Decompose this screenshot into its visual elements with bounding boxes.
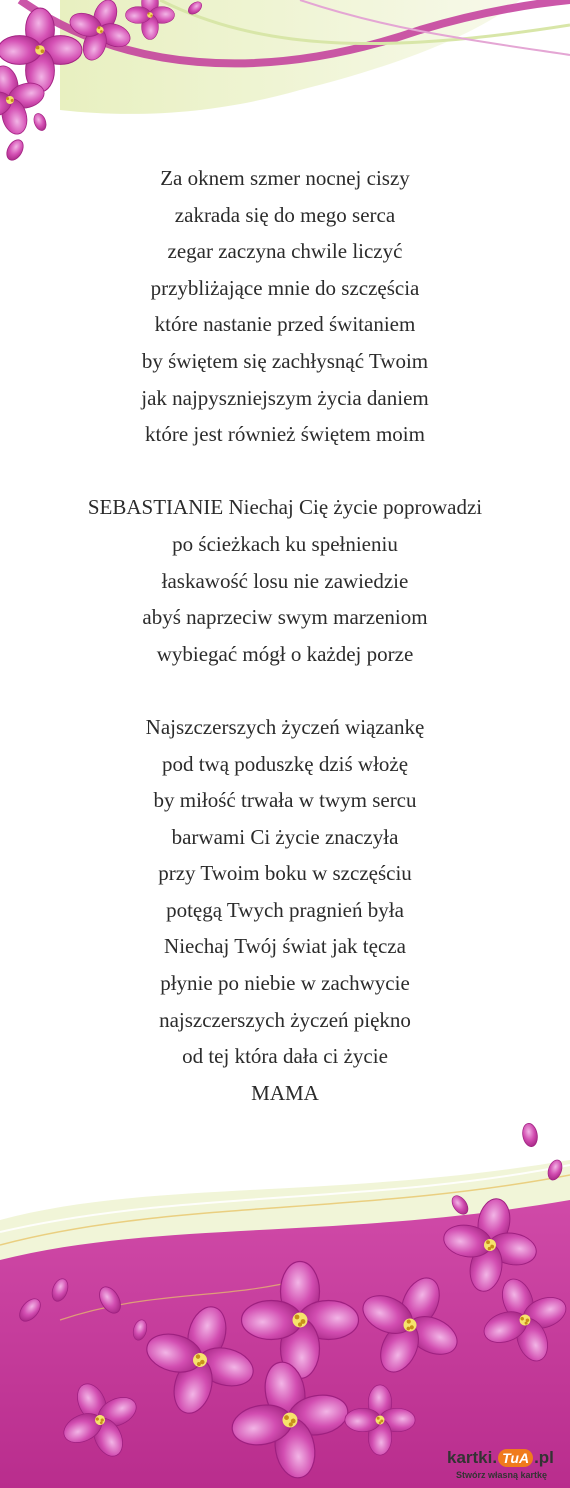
poem-line: przy Twoim boku w szczęściu (158, 861, 412, 886)
stanza-1 (0, 160, 570, 453)
poem-line: płynie po niebie w zachwycie (160, 971, 410, 996)
poem-line: które jest również świętem moim (145, 422, 425, 447)
poem-line: pod twą poduszkę dziś włożę (161, 751, 409, 776)
logo-badge: TuA (498, 1449, 533, 1467)
bottom-lilac-decoration-icon (0, 1120, 570, 1488)
poem-line: Najszczerszych życzeń wiązankę (145, 714, 425, 739)
logo-text (447, 1447, 554, 1469)
kartki-logo[interactable] (447, 1447, 567, 1483)
logo-right: .pl (534, 1448, 554, 1467)
poem-line: zakrada się do mego serca (174, 202, 396, 227)
stanza-2 (0, 489, 570, 672)
poem-line: by miłość trwała w twym sercu (153, 788, 417, 813)
poem-line: które nastanie przed świtaniem (154, 312, 416, 337)
stanza-3 (0, 709, 570, 1112)
poem-line: barwami Ci życie znaczyła (171, 824, 399, 849)
poem-line: Niechaj Twój świat jak tęcza (164, 934, 406, 959)
poem-line: wybiegać mógł o każdej porze (156, 641, 414, 666)
top-lilac-decoration-icon (0, 0, 570, 175)
poem-line: od tej która dała ci życie (182, 1044, 388, 1069)
poem-line: jak najpyszniejszym życia daniem (141, 385, 429, 410)
poem-line: zegar zaczyna chwile liczyć (167, 239, 403, 264)
poem-line: łaskawość losu nie zawiedzie (161, 568, 409, 593)
poem-line: najszczerszych życzeń piękno (159, 1007, 411, 1032)
poem-line: by świętem się zachłysnąć Twoim (141, 348, 429, 373)
poem-line: potęgą Twych pragnień była (166, 897, 404, 922)
logo-tagline: Stwórz własną kartkę (456, 1470, 548, 1480)
poem-line: SEBASTIANIE Niechaj Cię życie poprowadzi (87, 495, 483, 520)
poem-line: Za oknem szmer nocnej ciszy (160, 166, 410, 190)
poem-line: po ścieżkach ku spełnieniu (172, 531, 398, 556)
logo-left: kartki. (447, 1448, 498, 1467)
poem (0, 160, 570, 1148)
poem-line: przybliżające mnie do szczęścia (150, 275, 420, 300)
poem-line: abyś naprzeciw swym marzeniom (142, 605, 428, 630)
poem-signature: MAMA (251, 1080, 319, 1105)
